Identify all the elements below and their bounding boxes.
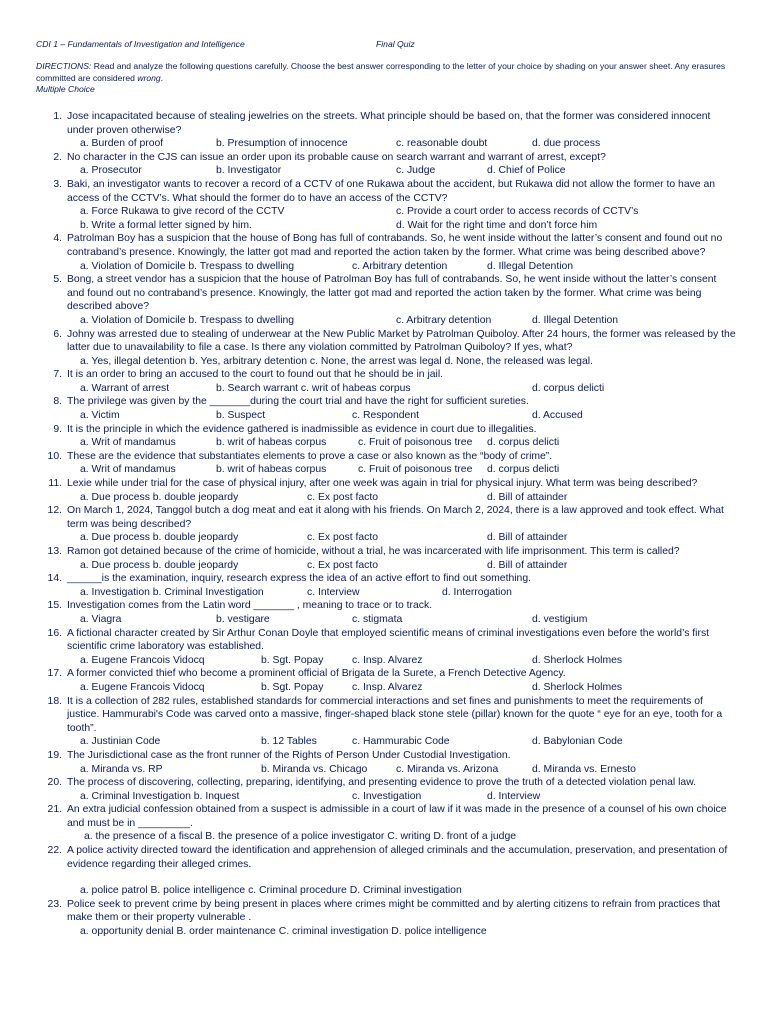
question-item [36,151,736,178]
question-number: 10. [47,450,62,462]
question-number: 1. [53,111,62,122]
answer-option[interactable]: c. Ex post facto [307,491,379,503]
answer-option[interactable]: d. Interrogation [442,586,512,598]
answer-option[interactable]: a. Viagra [80,613,122,625]
answer-option[interactable]: b. Sgt. Popay [261,654,324,666]
answer-option[interactable]: c. Insp. Alvarez [352,681,423,693]
answer-option[interactable]: a. Due process b. double jeopardy [80,532,239,544]
answer-option[interactable]: d. due process [532,138,601,150]
question-item [36,667,736,694]
question-item [36,477,736,504]
question-text: A fictional character created by Sir Arthur Conan Doyle that employed scientific means of criminal investigations even before the world’s first scientific crime laboratory was established. [67,627,710,653]
answer-option[interactable]: d. Accused [532,410,583,422]
answer-option[interactable]: a. Miranda vs. RP [80,763,163,775]
question-number: 8. [53,396,62,408]
answer-option[interactable]: c. Provide a court order to access records of CCTV’s [396,206,639,218]
option-row [67,164,736,178]
option-row [67,790,736,804]
answer-option[interactable]: c. Miranda vs. Arizona [396,763,499,775]
answer-option[interactable]: a. Due process b. double jeopardy [80,491,239,503]
answer-option[interactable]: c. Interview [307,586,360,598]
answer-option[interactable]: c. Fruit of poisonous tree [358,464,473,476]
answer-option[interactable]: b. Write a formal letter signed by him. [80,219,252,231]
question-text: A police activity directed toward the identification and apprehension of alleged criminals and the accumulation, preservation, and presentation of evidence regarding their alleged crimes. [67,845,728,870]
directions-emphasis: wrong [137,72,161,83]
answer-option[interactable]: a. Prosecutor [80,165,142,177]
question-text: Johny was arrested due to stealing of underwear at the New Public Market by Patrolman Quiboloy. After 24 hours, the former was released by the latter due to unavailability to file a case. Is there any violation committed by Patrolman Quiboloy? If yes, what? [67,328,736,354]
question-text: Jose incapacitated because of stealing jewelries on the streets. What principle should be based on, that the former was considered innocent under proven otherwise? [67,111,711,136]
answer-option[interactable]: b. Investigator [216,165,282,177]
option-row [67,382,736,396]
answer-option[interactable]: d. Bill of attainder [487,491,568,503]
question-number: 18. [47,695,62,707]
question-item [36,423,736,450]
answer-option[interactable]: d. Bill of attainder [487,559,568,571]
question-number: 11. [48,478,62,490]
option-row [67,436,736,450]
question-text: A former convicted thief who become a prominent official of Brigata de la Surete, a French Detective Agency. [67,668,566,680]
answer-option[interactable]: d. Sherlock Holmes [532,681,623,693]
question-item [36,368,736,395]
question-item [36,627,736,668]
question-item [36,178,736,232]
option-row [67,681,736,695]
answer-option[interactable]: d. corpus delicti [487,464,560,476]
question-text: On March 1, 2024, Tanggol butch a dog meat and eat it along with his friends. On March 2, 2024, there is a law approved and took effect. What term was being described? [67,505,724,530]
question-item [36,898,736,939]
option-row [67,654,736,668]
answer-option[interactable]: d. Illegal Detention [532,314,619,326]
question-text: The Jurisdictional case as the front runner of the Rights of Person Under Custodial Investigation. [67,749,511,761]
directions-block [36,61,736,96]
option-row [67,830,736,844]
answer-option[interactable]: c. Judge [396,165,436,177]
question-item [36,695,736,749]
option-row [67,735,736,749]
question-number: 6. [53,328,62,340]
answer-option[interactable]: b. Search warrant c. writ of habeas corpus [216,382,411,394]
question-text: Ramon got detained because of the crime of homicide, without a trial, he was incarcerated with life imprisonment. This term is called? [67,546,680,557]
answer-option[interactable]: a. Violation of Domicile b. Trespass to dwelling [80,314,295,326]
answer-option[interactable]: d. corpus delicti [532,382,605,394]
answer-option[interactable]: a. Due process b. double jeopardy [80,559,239,571]
question-text: Investigation comes from the Latin word _______ , meaning to trace or to track. [67,600,433,612]
answer-option[interactable]: b. writ of habeas corpus [216,437,327,449]
answer-option[interactable]: b. Presumption of innocence [216,138,348,150]
answer-option[interactable]: a. opportunity denial B. order maintenance C. criminal investigation D. police intelligence [80,926,487,938]
answer-option[interactable]: c. Hammurabic Code [352,736,450,748]
directions-label: DIRECTIONS: [36,61,92,71]
directions-text: Read and analyze the following questions carefully. Choose the best answer corresponding to the letter of your choice by shading on your answer sheet. Any erasures committed are considered [36,61,726,83]
question-number: 2. [53,151,62,163]
question-type: Multiple Choice [36,84,95,94]
answer-option[interactable]: c. Arbitrary detention [396,314,492,326]
question-number: 4. [53,233,62,245]
question-item [36,599,736,626]
question-number: 14. [47,573,62,585]
question-text: The privilege was given by the _______during the court trial and have the right for sufficient sureties. [67,396,529,408]
option-row [67,925,736,939]
question-text: Lexie while under trial for the case of physical injury, after one week was again in trial for physical injury. What term was being described? [67,478,698,490]
option-row [67,260,736,274]
answer-option[interactable]: a. Justinian Code [80,736,161,748]
option-row [67,463,736,477]
question-number: 13. [47,546,62,557]
option-row [67,491,736,505]
spacer [67,871,736,884]
answer-option[interactable]: b. 12 Tables [261,736,317,748]
answer-option[interactable]: c. Ex post facto [307,532,379,544]
answer-option[interactable]: b. writ of habeas corpus [216,464,327,476]
question-item [36,450,736,477]
answer-option[interactable]: c. Arbitrary detention [352,260,448,272]
answer-option[interactable]: c. Fruit of poisonous tree [358,437,473,449]
answer-option[interactable]: b. Miranda vs. Chicago [261,763,368,775]
answer-option[interactable]: a. the presence of a fiscal B. the presence of a police investigator C. writing D. front of a judge [84,831,517,843]
question-number: 22. [47,845,62,857]
answer-option[interactable]: d. vestigium [532,613,588,625]
question-item [36,749,736,776]
answer-option[interactable]: d. Chief of Police [487,165,566,177]
question-item [36,803,736,844]
answer-option[interactable]: a. Investigation b. Criminal Investigation [80,586,264,598]
question-text: An extra judicial confession obtained from a suspect is admissible in a court of law if it was made in the presence of a counsel of his own choice and must be in _________. [67,804,727,829]
question-text: Police seek to prevent crime by being present in places where crimes might be committed and by alerting citizens to refrain from practices that make them or their property vulnerable . [67,898,721,924]
question-number: 3. [53,178,62,190]
question-text: Bong, a street vendor has a suspicion that the house of Patrolman Boy has full of contrabands. So, he went inside without the latter’s consent and found out no contraband’s presence. Knowingly, the latter got mad and reported the action taken by the former. What crime was being described above? [67,274,717,313]
question-number: 7. [53,369,62,381]
question-text: These are the evidence that substantiates elements to prove a case or also known as the “body of crime”. [67,450,553,462]
question-item [36,395,736,422]
answer-option[interactable]: a. Violation of Domicile b. Trespass to dwelling [80,260,295,272]
option-row [67,559,736,573]
question-text: No character in the CJS can issue an order upon its probable cause on search warrant and warrant of arrest, except? [67,151,606,163]
answer-option[interactable]: c. Insp. Alvarez [352,654,423,666]
answer-option[interactable]: d. Miranda vs. Ernesto [532,763,636,775]
course-title: CDI 1 – Fundamentals of Investigation and Intelligence [36,39,245,49]
option-row [67,613,736,627]
answer-option[interactable]: a. Eugene Francois Vidocq [80,681,205,693]
question-number: 16. [47,627,62,639]
question-item [36,545,736,572]
option-row [67,137,736,151]
question-number: 17. [47,668,62,680]
question-number: 5. [53,274,62,286]
question-text: It is the principle in which the evidence gathered is inadmissible as evidence in court due to illegalities. [67,423,537,435]
answer-option[interactable]: a. Warrant of arrest [80,382,170,394]
answer-option[interactable]: a. Yes, illegal detention b. Yes, arbitrary detention c. None, the arrest was legal d. None, the released was legal. [80,355,593,367]
answer-option[interactable]: b. Suspect [216,410,266,422]
question-text: It is a collection of 282 rules, established standards for commercial interactions and set fines and punishments to meet the requirements of justice. Hammurabi's Code was carved onto a massive, finger-shaped black stone stele (pillar) known for the quote “ eye for an eye, tooth for a tooth”. [67,695,723,734]
question-number: 15. [47,600,62,612]
question-text: Patrolman Boy has a suspicion that the house of Bong has full of contrabands. So, he went inside without the latter’s consent and found out no contraband’s presence. Knowingly, the latter got mad and reported the action taken by the former. What crime was being described above? [67,233,723,258]
answer-option[interactable]: d. Wait for the right time and don’t force him [396,219,598,231]
question-item [36,504,736,545]
question-item [36,844,736,898]
question-text: It is an order to bring an accused to the court to found out that he should be in jail. [67,369,444,381]
question-text: ______is the examination, inquiry, research express the idea of an active effort to find out something. [67,573,532,585]
question-item [36,232,736,273]
option-row [67,586,736,600]
option-row [67,219,736,233]
answer-option[interactable]: a. Burden of proof [80,138,164,150]
answer-option[interactable]: c. Investigation [352,790,422,802]
answer-option[interactable]: a. Criminal Investigation b. Inquest [80,790,240,802]
question-number: 19. [47,749,62,761]
option-row [67,409,736,423]
answer-option[interactable]: a. Force Rukawa to give record of the CCTV [80,206,285,218]
answer-option[interactable]: b. Sgt. Popay [261,681,324,693]
option-row [67,205,736,219]
answer-option[interactable]: c. Ex post facto [307,559,379,571]
answer-option[interactable]: c. reasonable doubt [396,138,488,150]
question-number: 12. [47,505,62,517]
question-item [36,776,736,803]
answer-option[interactable]: b. vestigare [216,613,270,625]
question-text: Baki, an investigator wants to recover a record of a CCTV of one Rukawa about the accident, but Rukawa did not allow the former to have an access of the CCTV’s. What should the former do to have an access of the CCTV? [67,178,716,204]
answer-option[interactable]: d. Interview [487,790,541,802]
answer-option[interactable]: a. police patrol B. police intelligence c. Criminal procedure D. Criminal investigation [80,885,462,897]
question-text: The process of discovering, collecting, preparing, identifying, and presenting evidence to prove the truth of a detected violation penal law. [67,777,697,789]
question-list [36,110,736,939]
answer-option[interactable]: a. Writ of mandamus [80,437,176,449]
option-row [67,314,736,328]
answer-option[interactable]: a. Eugene Francois Vidocq [80,654,205,666]
answer-option[interactable]: a. Writ of mandamus [80,464,176,476]
answer-option[interactable]: d. corpus delicti [487,437,560,449]
question-item [36,110,736,151]
option-row [67,355,736,369]
option-row [67,531,736,545]
question-number: 23. [47,898,62,910]
question-number: 9. [53,423,62,435]
question-item [36,572,736,599]
option-row [67,884,736,898]
answer-option[interactable]: d. Bill of attainder [487,532,568,544]
question-item [36,273,736,327]
exam-title: Final Quiz [376,39,415,49]
question-item [36,328,736,369]
answer-option[interactable]: d. Babylonian Code [532,736,623,748]
answer-option[interactable]: d. Sherlock Holmes [532,654,623,666]
option-row [67,763,736,777]
answer-option[interactable]: d. Illegal Detention [487,260,574,272]
question-number: 20. [47,777,62,789]
answer-option[interactable]: a. Victim [80,410,120,422]
answer-option[interactable]: c. Respondent [352,410,420,422]
directions-end: . [160,72,164,83]
document-header [36,38,415,52]
answer-option[interactable]: c. stigmata [352,613,403,625]
question-number: 21. [47,804,62,816]
